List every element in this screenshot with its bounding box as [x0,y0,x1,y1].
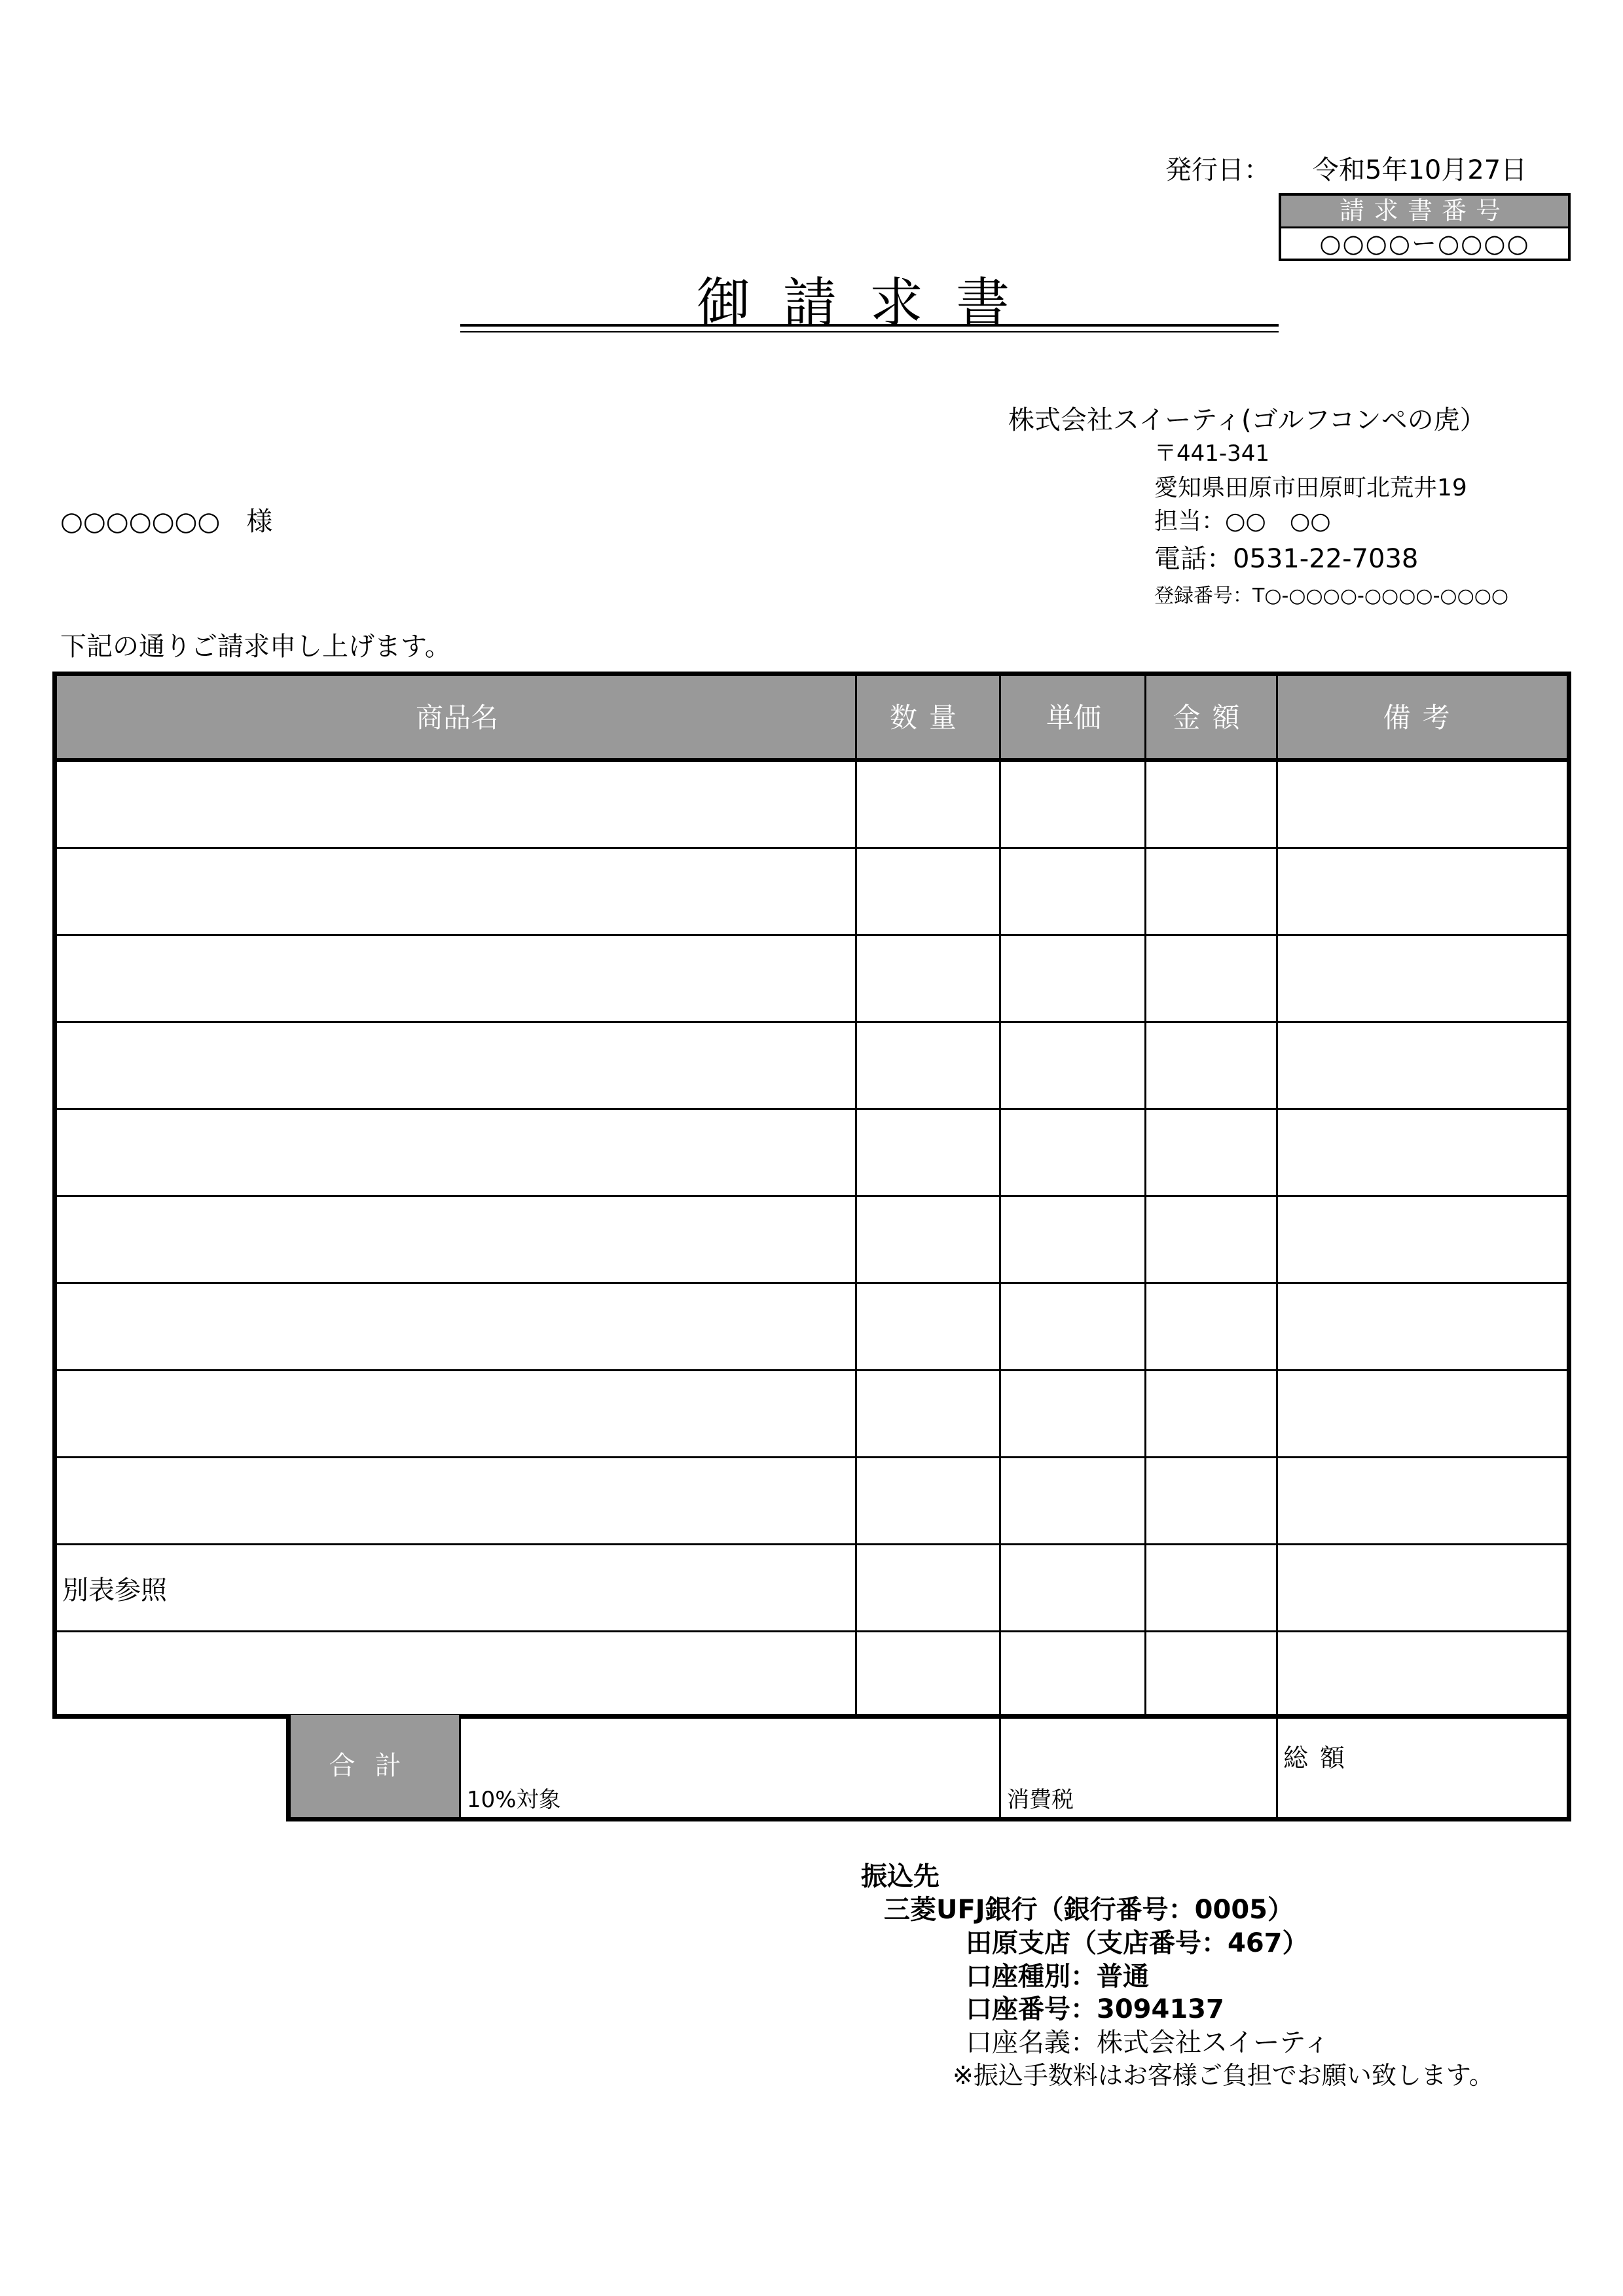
row-divider [57,1630,1567,1632]
account-number: 口座番号：3094137 [966,1994,1224,2024]
row-divider [57,1369,1567,1371]
customer-name: ○○○○○○○ 様 [60,507,273,537]
consumption-tax-label: 消費税 [1007,1787,1074,1813]
totals-divider [459,1715,461,1817]
header-remarks: 備考 [1278,676,1567,760]
issuer-postal-code: 〒441-341 [1154,440,1270,467]
header-amount: 金額 [1146,676,1278,760]
row-divider [57,847,1567,849]
invoice-number-box [1279,193,1571,261]
issuer-registration-number: 登録番号：T○-○○○○-○○○○-○○○○ [1154,584,1509,607]
header-bottom-rule [52,758,1571,762]
title-underline-thick [460,324,1279,327]
issuer-contact: 担当：○○ ○○ [1154,508,1331,535]
grand-total-label: 総額 [1283,1744,1357,1772]
bank-name: 三菱UFJ銀行（銀行番号：0005） [884,1895,1294,1925]
row-divider [57,1021,1567,1023]
tax-target-label: 10%対象 [467,1787,561,1813]
invoice-number-value: ○○○○ー○○○○ [1319,229,1530,258]
totals-divider [1276,1715,1278,1817]
row-divider [57,1108,1567,1110]
issue-date: 令和5年10月27日 [1313,155,1527,185]
row-item-name: 別表参照 [62,1575,167,1605]
row-divider [57,1282,1567,1284]
totals-divider [999,1715,1001,1817]
title-underline-thin [460,331,1279,332]
header-item-name: 商品名 [57,676,857,760]
row-divider [57,1543,1567,1545]
bank-branch: 田原支店（支店番号：467） [966,1928,1309,1958]
totals-label: 合計 [291,1715,459,1817]
issuer-phone: 電話：0531-22-7038 [1154,544,1419,574]
document-title: 御請求書 [696,272,1042,334]
issuer-company: 株式会社スイーティ(ゴルフコンペの虎） [1008,405,1486,435]
header-unit-price: 単価 [1001,676,1146,760]
row-divider [57,1195,1567,1197]
row-divider [57,934,1567,936]
issuer-address: 愛知県田原市田原町北荒井19 [1154,475,1467,501]
transfer-fee-note: ※振込手数料はお客様ご負担でお願い致します。 [953,2061,1494,2090]
row-divider [57,1456,1567,1458]
header-quantity: 数量 [857,676,1001,760]
account-holder: 口座名義：株式会社スイーティ [966,2028,1330,2058]
bank-section-title: 振込先 [861,1861,939,1892]
invoice-number-label: 請求書番号 [1281,196,1568,228]
account-type: 口座種別：普通 [966,1962,1149,1992]
issue-date-label: 発行日： [1165,155,1270,185]
intro-text: 下記の通りご請求申し上げます。 [60,632,451,662]
